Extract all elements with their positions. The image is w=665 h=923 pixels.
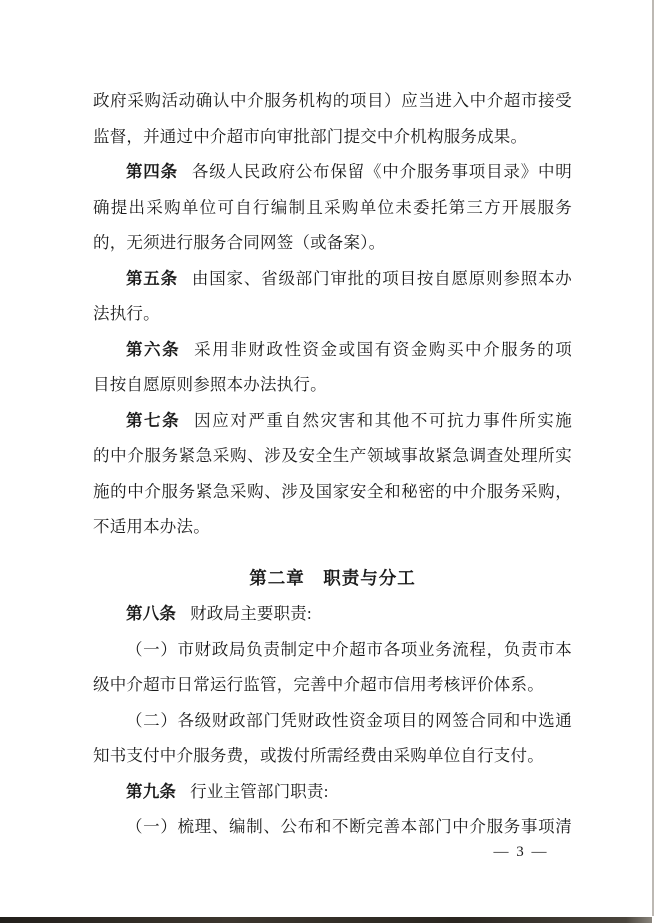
article-number: 第四条 <box>126 162 178 181</box>
article-number: 第七条 <box>126 410 181 430</box>
article-number: 第六条 <box>126 339 181 359</box>
page-number: — 3 — <box>493 844 549 860</box>
body-text-line: 的，无须进行服务合同网签（或备案）。 <box>93 233 386 252</box>
body-text-line: 级中介超市日常运行监管，完善中介超市信用考核评价体系。 <box>93 675 544 694</box>
document-body <box>93 83 572 845</box>
body-text-line: （二）各级财政部门凭财政性资金项目的网签合同和中选通 <box>126 710 572 730</box>
body-text-line: （一）梳理、编制、公布和不断完善本部门中介服务事项清 <box>126 817 572 836</box>
scan-page-edge-line <box>652 0 654 916</box>
article-number: 第九条 <box>126 781 177 801</box>
body-text-line: 法执行。 <box>93 304 160 323</box>
body-text-line: 第六条 采用非财政性资金或国有资金购买中介服务的项 <box>126 339 572 359</box>
body-text-line: 施的中介服务紧急采购、涉及国家安全和秘密的中介服务采购， <box>93 481 572 501</box>
body-text-line: 目按自愿原则参照本办法执行。 <box>93 375 327 394</box>
body-text-line: 知书支付中介服务费，或拨付所需经费由采购单位自行支付。 <box>93 746 544 765</box>
body-text-line: （一）市财政局负责制定中介超市各项业务流程，负责市本 <box>126 639 572 659</box>
body-text-line: 监督，并通过中介超市向审批部门提交中介机构服务成果。 <box>93 126 528 146</box>
article-number: 第八条 <box>126 604 177 623</box>
body-text-line: 的中介服务紧急采购、涉及安全生产领域事故紧急调查处理所实 <box>93 446 572 465</box>
body-text-line: 第五条 由国家、省级部门审批的项目按自愿原则参照本办 <box>126 268 572 288</box>
body-text-line: 第九条 行业主管部门职责: <box>126 781 329 801</box>
scan-bottom-band <box>0 917 652 923</box>
body-text-line: 第四条 各级人民政府公布保留《中介服务事项目录》中明 <box>126 162 572 181</box>
chapter-heading: 第二章 职责与分工 <box>249 567 416 588</box>
body-text-line: 确提出采购单位可自行编制且采购单位未委托第三方开展服务 <box>93 197 572 217</box>
body-text-line: 不适用本办法。 <box>93 517 210 536</box>
body-text-line: 政府采购活动确认中介服务机构的项目）应当进入中介超市接受 <box>93 91 572 110</box>
body-text-line: 第八条 财政局主要职责: <box>126 604 312 623</box>
article-number: 第五条 <box>126 268 178 288</box>
body-text-line: 第七条 因应对严重自然灾害和其他不可抗力事件所实施 <box>126 410 572 430</box>
